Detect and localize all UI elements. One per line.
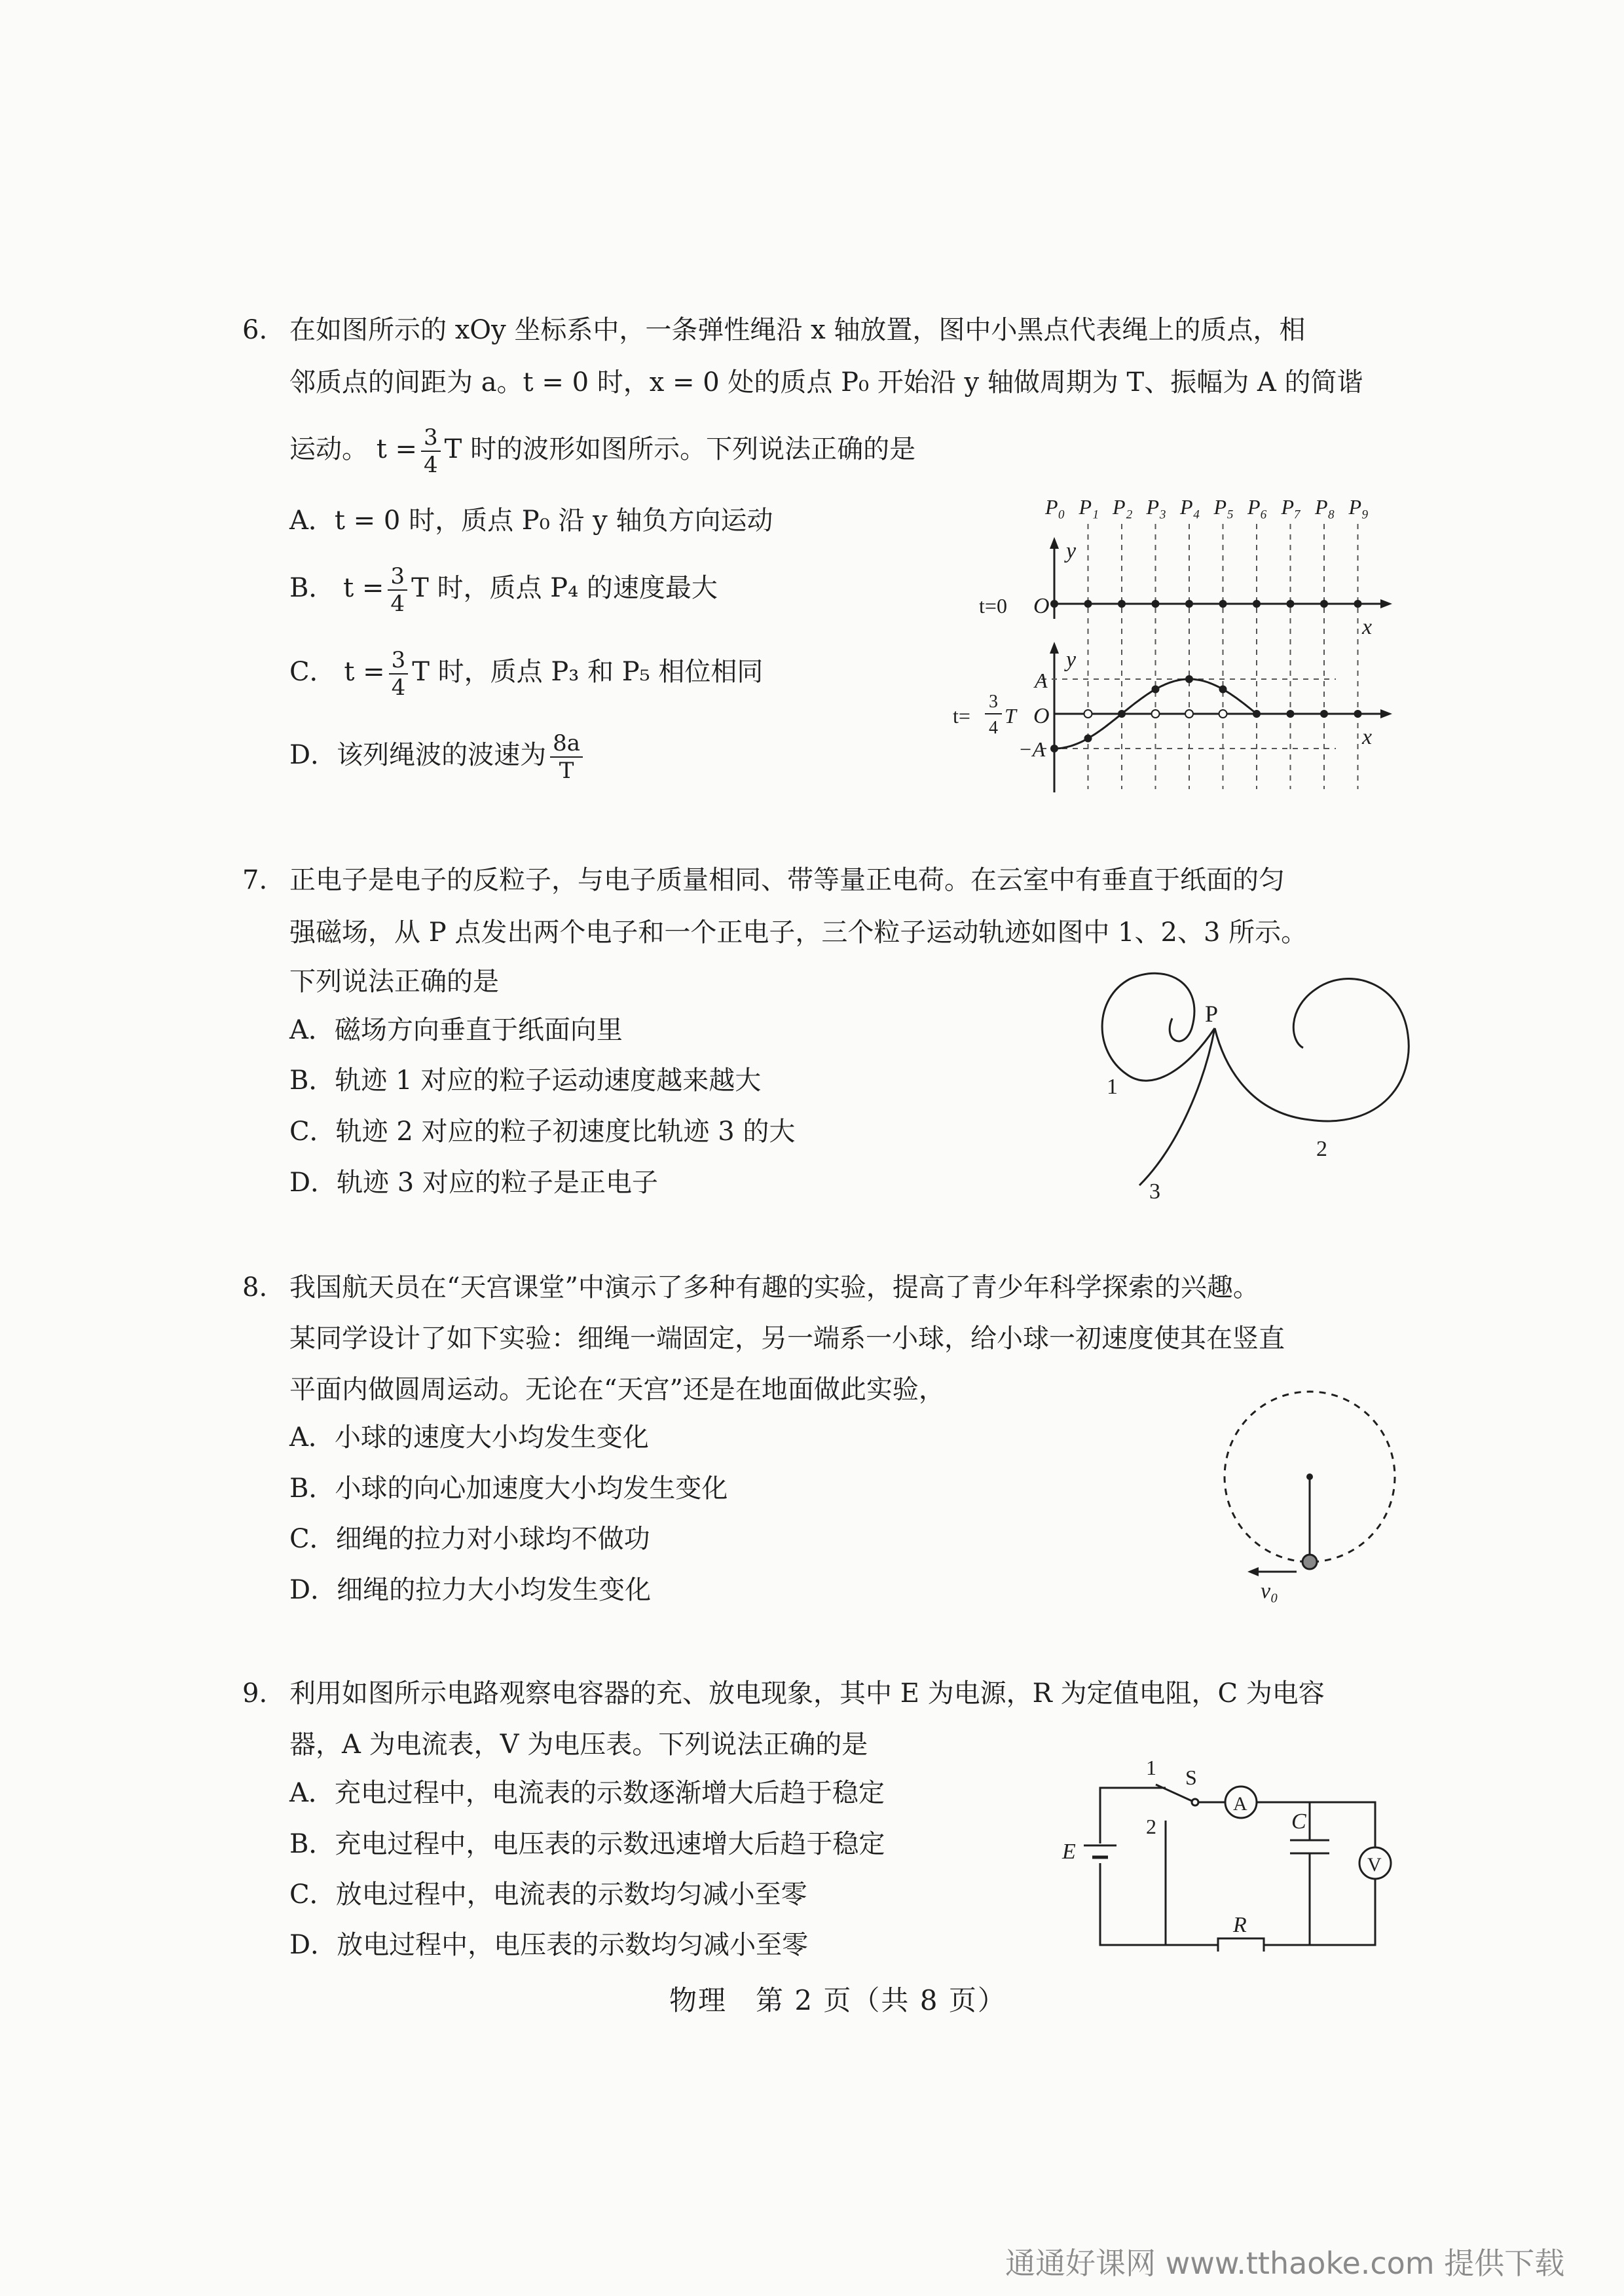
page-footer: 物理 第 2 页（共 8 页） [669,1984,1006,2016]
q6-point-label: P₅ [1213,495,1234,519]
q6-x-label-top: x [1362,615,1373,639]
q6-number: 6. [242,315,268,345]
q6-particle-t0 [1219,600,1227,608]
q6-x-label-bottom: x [1362,725,1373,749]
q8-option-b: B．小球的向心加速度大小均发生变化 [289,1473,728,1504]
q6-negA-label: −A [1018,737,1046,761]
q6-equilibrium-marker [1152,710,1160,718]
q8-option-a: A．小球的速度大小均发生变化 [289,1422,649,1453]
q6-t1-T: T [1005,704,1016,728]
q8-v0-label: v₀ [1261,1579,1278,1603]
q6-particle-t0 [1354,600,1362,608]
q7-track-1 [1102,973,1215,1081]
q9-option-b: B．充电过程中，电压表的示数迅速增大后趋于稳定 [289,1829,885,1859]
q6-wave-figure [943,485,1401,799]
q6-particle-t1 [1185,675,1193,683]
q9-label-1: 1 [1146,1756,1156,1779]
q6-t1-frac-den: 4 [989,718,998,738]
q6-o-label-top: O [1033,594,1050,618]
q9-wire-right [1257,1802,1375,1945]
q6-o-label-bottom: O [1033,704,1050,728]
q6-option-a: A．t = 0 时，质点 P₀ 沿 y 轴负方向运动 [289,506,773,536]
q6-particle-t1 [1219,686,1227,694]
watermark: 通通好课网 www.tthaoke.com 提供下载 [1005,2246,1565,2281]
q6-x-arrow-top [1380,599,1392,608]
q8-line3: 平面内做圆周运动。无论在“天宫”还是在地面做此实验， [289,1375,945,1405]
q6-point-label: P₄ [1180,495,1200,519]
q8-option-d: D．细绳的拉力大小均发生变化 [289,1575,652,1605]
q7-option-a: A．磁场方向垂直于纸面向里 [289,1015,623,1045]
q7-track-2 [1215,979,1409,1121]
q6-y-arrow-top [1050,537,1059,549]
q6-particle-t0 [1253,600,1261,608]
q6-particle-t1 [1050,745,1058,752]
q6-t1-frac-num: 3 [989,692,998,712]
q6-option-b: B． t = $\frac{3}{4}$ T 时，质点 P₄ 的速度最大 [289,563,718,617]
q6-y-label-bottom: y [1066,648,1077,672]
q7-label-3: 3 [1149,1179,1160,1204]
q8-line2: 某同学设计了如下实验：细绳一端固定，另一端系一小球，给小球一初速度使其在竖直 [289,1324,1285,1354]
q9-option-a: A．充电过程中，电流表的示数逐渐增大后趋于稳定 [289,1778,885,1808]
q6-equilibrium-marker [1219,710,1227,718]
q7-option-d: D．轨迹 3 对应的粒子是正电子 [289,1168,658,1198]
q9-label-C: C [1291,1809,1306,1834]
q6-equilibrium-marker [1185,710,1193,718]
q7-option-b: B．轨迹 1 对应的粒子运动速度越来越大 [289,1065,762,1096]
q6-particle-t0 [1084,600,1092,608]
q7-number: 7. [242,865,268,895]
q6-particle-t1 [1320,710,1328,718]
q6-point-labels [1044,495,1369,519]
q6-y-arrow-bottom [1050,642,1059,654]
q9-switch-pivot [1192,1799,1198,1805]
q6-particle-t1 [1118,710,1126,718]
q7-option-c: C．轨迹 2 对应的粒子初速度比轨迹 3 的大 [289,1117,796,1147]
q6-particle-t1 [1287,710,1295,718]
q9-line1: 利用如图所示电路观察电容器的充、放电现象，其中 E 为电源，R 为定值电阻，C 为电容 [289,1678,1325,1709]
q6-point-label: P₁ [1079,495,1099,519]
q9-label-R: R [1233,1913,1247,1937]
q7-p-label: P [1205,1001,1219,1027]
q9-label-2: 2 [1146,1815,1156,1838]
q6-particle-t1 [1152,686,1160,694]
q6-line1: 在如图所示的 xOy 坐标系中，一条弹性绳沿 x 轴放置，图中小黑点代表绳上的质点，相 [289,315,1306,345]
q6-point-label: P₇ [1281,495,1302,519]
q6-particle-t0 [1118,600,1126,608]
q7-line1: 正电子是电子的反粒子，与电子质量相同、带等量正电荷。在云室中有垂直于纸面的匀 [289,865,1285,895]
q9-label-E: E [1062,1840,1076,1864]
q9-line2: 器，A 为电流表，V 为电压表。下列说法正确的是 [289,1730,868,1760]
q6-y-label-top: y [1066,539,1077,563]
q7-line3: 下列说法正确的是 [289,967,499,997]
q6-particle-t1 [1084,734,1092,742]
q9-circuit-figure [1048,1749,1414,1952]
q7-track-figure [1074,963,1441,1212]
q7-label-2: 2 [1316,1137,1327,1161]
q6-t1-label: t= [953,704,970,728]
q8-number: 8. [242,1272,268,1303]
q8-line1: 我国航天员在“天宫课堂”中演示了多种有趣的实验，提高了青少年科学探索的兴趣。 [289,1272,1259,1303]
q6-particle-t0 [1050,600,1058,608]
q6-point-label: P₆ [1247,495,1268,519]
q6-particle-t0 [1287,600,1295,608]
q9-resistor [1218,1938,1264,1952]
q6-line3: 运动。 t = $\frac{3}{4}$ T 时的波形如图所示。下列说法正确的是 [289,424,916,478]
q6-particle-t1 [1354,710,1362,718]
q8-option-c: C．细绳的拉力对小球均不做功 [289,1524,650,1554]
q6-point-label: P₃ [1146,495,1167,519]
q6-point-label: P₉ [1348,495,1369,519]
q6-point-label: P₀ [1045,495,1065,519]
q9-wire-bottom [1100,1863,1218,1945]
q8-ball [1302,1555,1317,1569]
q6-equilibrium-marker [1084,710,1092,718]
q6-option-d: D．该列绳波的波速为 $\frac{8a}{T}$ [289,730,587,784]
q9-label-S: S [1185,1766,1197,1789]
q6-particle-t0 [1152,600,1160,608]
q6-gridlines [1088,524,1358,789]
q6-particle-t1 [1253,710,1261,718]
q7-label-1: 1 [1107,1075,1118,1099]
q6-t0-label: t=0 [979,594,1007,618]
q6-line2: 邻质点的间距为 a。t = 0 时，x = 0 处的质点 P₀ 开始沿 y 轴做周期为 T、振幅为 A 的简谐 [289,367,1363,398]
q6-point-label: P₈ [1315,495,1335,519]
q9-label-A: A [1233,1793,1247,1815]
q8-circle-figure [1211,1385,1421,1611]
q9-option-c: C．放电过程中，电流表的示数均匀减小至零 [289,1879,807,1910]
q9-option-d: D．放电过程中，电压表的示数均匀减小至零 [289,1930,809,1960]
q6-A-label: A [1035,669,1048,692]
q6-option-c: C． t = $\frac{3}{4}$ T 时，质点 P₃ 和 P₅ 相位相同 [289,647,764,701]
q7-line2: 强磁场，从 P 点发出两个电子和一个正电子，三个粒子运动轨迹如图中 1、2、3 所示。 [289,917,1308,948]
q6-point-label: P₂ [1113,495,1133,519]
q9-label-V: V [1367,1854,1382,1876]
q6-particle-t0 [1320,600,1328,608]
q9-number: 9. [242,1678,268,1709]
q6-particle-t0 [1185,600,1193,608]
q6-x-arrow-bottom [1380,709,1392,718]
q7-track-3 [1139,1028,1215,1185]
